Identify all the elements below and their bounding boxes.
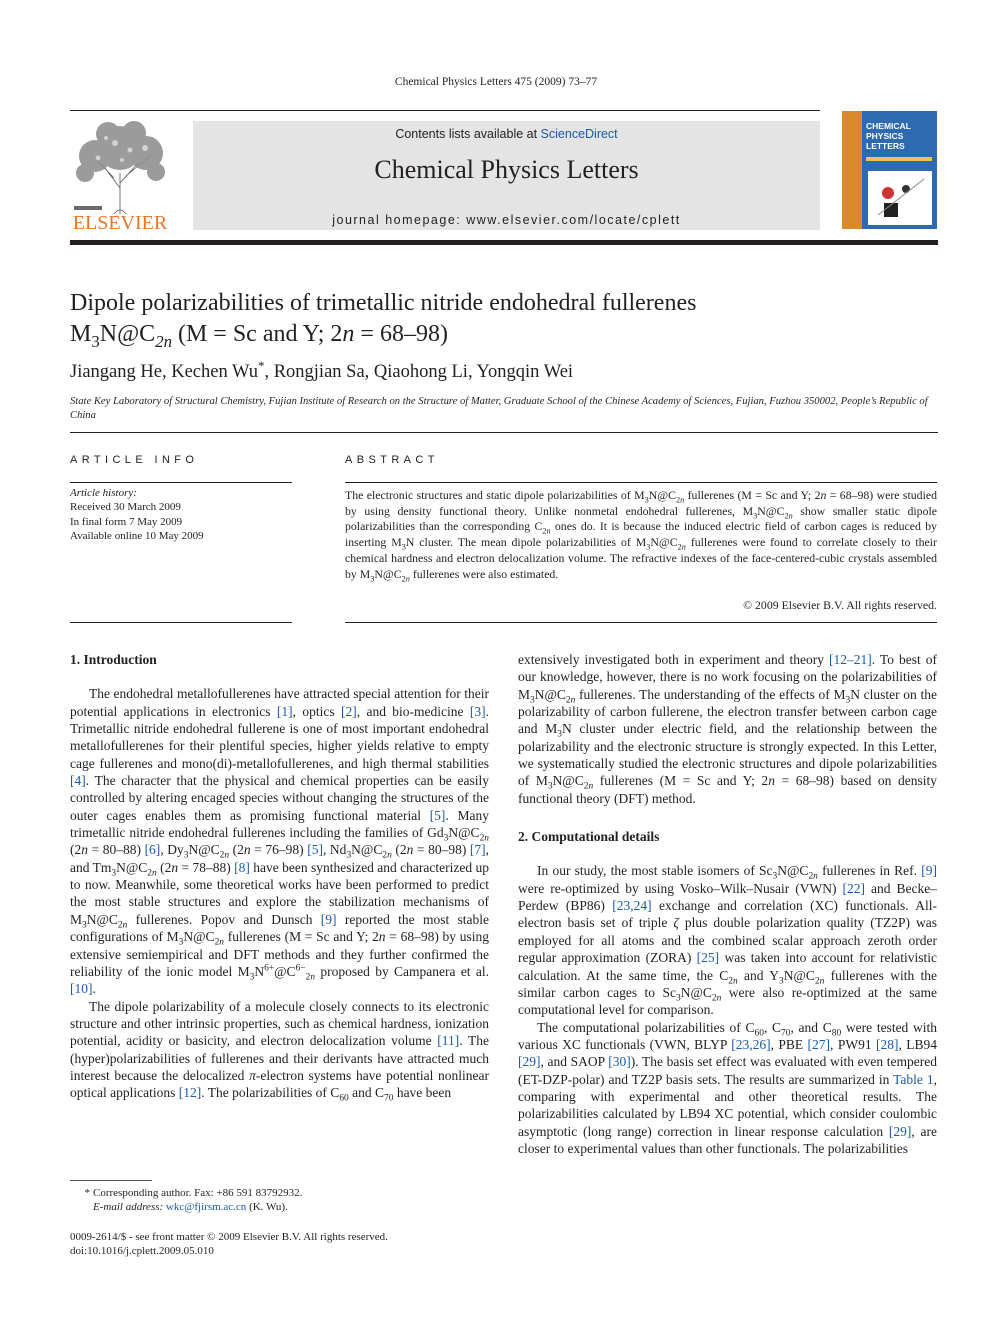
citation-link[interactable]: [9] — [921, 863, 937, 879]
abstract-text: The electronic structures and static dipole polarizabilities of $M_3N@C_{2n}$ fullerenes (M = Sc and Y; 2n = 68–98) were studied by using density functional theory. Unlike nonmetal endohedral fullerenes, $M_3N@C_{2n}$ show smaller static dipole polarizabilities than the corresponding $C_{2n}$ ones do. It is because the induced electric field of carbon cages is reduced by inserting $M_3N$ cluster. The mean dipole polarizabilities of $M_3N@C_{2n}$ fullerenes were found to correlate closely to their chemical hardness and electron delocalization volume. The refractive indexes of the face-centered-cubic crystals assembled by $M_3N@C_{2n}$ fullerenes were also estimated. — [345, 488, 937, 583]
homepage-link[interactable]: www.elsevier.com/locate/cplett — [466, 213, 681, 227]
citation-link[interactable]: [8] — [234, 859, 250, 875]
cover-graphic-icon — [868, 171, 932, 225]
corresponding-mark[interactable]: * — [257, 357, 265, 373]
citation-link[interactable]: [25] — [696, 950, 720, 966]
cover-stripe — [842, 111, 862, 229]
journal-cover — [842, 111, 937, 229]
citation-link[interactable]: [27] — [807, 1036, 831, 1052]
header-thick-rule — [70, 240, 938, 245]
footnote-corresponding: * Corresponding author. Fax: +86 591 83792932. E-mail address: wkc@fjirsm.ac.cn (K. Wu). — [84, 1187, 303, 1213]
paragraph: In our study, the most stable isomers of $Sc_3N@C_{2n}$ fullerenes in Ref. [9] were re-optimized by using Vosko–Wilk–Nusair (VWN) [22] and Becke–Perdew (BP86) [23,24] exchange and correlation (XC) functionals. All-electron basis set of triple ζ plus double polarization quality (TZ2P) was employed for all atoms and the combined scalar approach zeroth order regular approximation (ZORA) [25] was taken into account for relativistic calculation. At the same time, the $C_{2n}$ and $Y_3N@C_{2n}$ fullerenes with the similar carbon cages to $Sc_3N@C_{2n}$ were also re-optimized at the same computational level for comparison. — [518, 863, 937, 1018]
author[interactable]: Rongjian Sa — [273, 362, 365, 382]
elsevier-logo — [70, 118, 170, 236]
journal-banner — [193, 121, 820, 230]
citation-link[interactable]: [6] — [144, 842, 161, 858]
author[interactable]: Jiangang He — [70, 362, 162, 382]
citation-link[interactable]: [5] — [307, 842, 323, 858]
body-column-left — [70, 651, 489, 1102]
cover-band — [866, 157, 932, 161]
citation-link[interactable]: [29] — [888, 1123, 912, 1139]
author[interactable]: Kechen Wu — [171, 362, 258, 382]
citation-link[interactable]: [1] — [276, 703, 293, 719]
journal-homepage: journal homepage: www.elsevier.com/locate/cplett — [332, 213, 681, 227]
paragraph: The dipole polarizability of a molecule closely connects to its electronic structure and other intrinsic properties, such as chemical hardness, ionization potential, acidity or basicity, and electron delocalization volume [11]. The (hyper)polarizabilities of fullerenes and their derivants have attracted much interest because the delocalized π-electron systems have potential nonlinear optical applications [12]. The polarizabilities of $C_{60}$ and $C_{70}$ have been — [70, 998, 489, 1104]
header-rule — [70, 110, 820, 111]
title-bottom-rule — [70, 432, 938, 433]
body-column-right — [518, 651, 937, 1157]
citation-link[interactable]: [5] — [429, 807, 446, 823]
doi-link[interactable]: doi:10.1016/j.cplett.2009.05.010 — [70, 1245, 214, 1257]
article-info-rule — [70, 482, 292, 483]
author[interactable]: Yongqin Wei — [476, 362, 574, 382]
email-link[interactable]: wkc@fjirsm.ac.cn — [165, 1201, 247, 1213]
citation-link[interactable]: [9] — [320, 911, 337, 927]
citation-link[interactable]: [12] — [178, 1085, 202, 1101]
citation-link[interactable]: [2] — [340, 703, 357, 719]
tree-icon — [70, 118, 170, 216]
citation-link[interactable]: [7] — [469, 842, 486, 858]
section-heading-introduction: 1. Introduction — [70, 652, 157, 667]
sciencedirect-link[interactable]: ScienceDirect — [540, 127, 618, 141]
abstract-copyright: © 2009 Elsevier B.V. All rights reserved. — [743, 598, 937, 612]
citation-link[interactable]: [10] — [70, 981, 93, 997]
abstract-heading: ABSTRACT — [345, 454, 439, 466]
journal-citation: Chemical Physics Letters 475 (2009) 73–77 — [394, 76, 598, 88]
contents-line: Contents lists available at ScienceDirect — [395, 127, 618, 141]
author[interactable]: Qiaohong Li — [373, 362, 468, 382]
citation-link[interactable]: [12–21] — [829, 652, 872, 667]
footnote-issn-doi: 0009-2614/$ - see front matter © 2009 Elsevier B.V. All rights reserved. doi:10.1016/j.cplett.2009.05.010 — [70, 1230, 490, 1258]
citation-link[interactable]: [11] — [437, 1033, 460, 1049]
article-title: Dipole polarizabilities of trimetallic nitride endohedral fullerenes $M_3N@C_{2n}$ (M = Sc and Y; 2n = 68–98) — [70, 290, 697, 351]
journal-name: Chemical Physics Letters — [374, 155, 639, 184]
section-heading-computational: 2. Computational details — [518, 829, 660, 845]
footnote-rule — [70, 1180, 152, 1181]
citation-link[interactable]: [3] — [469, 703, 486, 719]
article-info-bottom-rule — [70, 622, 292, 623]
citation-link[interactable]: [30] — [608, 1054, 631, 1070]
author-list: Jiangang He, Kechen Wu*, Rongjian Sa, Qiaohong Li, Yongqin Wei — [70, 357, 574, 382]
affiliation: State Key Laboratory of Structural Chemistry, Fujian Institute of Research on the Structure of Matter, Graduate School of the Chinese Academy of Sciences, Fujian, Fuzhou 350002, People’s Republic of China — [70, 396, 928, 421]
elsevier-wordmark: ELSEVIER — [72, 212, 168, 234]
abstract-bottom-rule — [345, 622, 937, 623]
citation-link[interactable]: [22] — [842, 880, 865, 896]
citation-link[interactable]: [23,26] — [731, 1036, 771, 1052]
citation-link[interactable]: [29] — [518, 1054, 541, 1070]
abstract-rule — [345, 482, 937, 483]
cover-title: CHEMICAL PHYSICS LETTERS — [866, 121, 911, 151]
citation-link[interactable]: [4] — [70, 773, 86, 789]
article-history: Article history: Received 30 March 2009 In final form 7 May 2009 Available online 10 May 2009 — [70, 487, 204, 542]
citation-link[interactable]: [23,24] — [612, 898, 652, 914]
table-link[interactable]: Table 1 — [893, 1071, 934, 1087]
citation-link[interactable]: [28] — [875, 1036, 899, 1052]
article-info-heading: ARTICLE INFO — [70, 454, 199, 466]
paragraph: extensively investigated both in experiment and theory [12–21]. To best of our knowledge, however, there is no work focusing on the polarizabilities of $M_3N@C_{2n}$ fullerenes. The understanding of the effects of $M_3N$ cluster on the polarizability of carbon fullerene, the electron transfer between carbon cage and $M_3N$ cluster under electric field, and the relationship between the polarizability and the electronic structure is strongly expected. In this Letter, we systematically studied the electronic structures and dipole polarizabilities of $M_3N@C_{2n}$ fullerenes (M = Sc and Y; 2n = 68–98) based on density functional theory (DFT) method. — [518, 652, 938, 806]
paragraph: The computational polarizabilities of $C_{60}$, $C_{70}$, and $C_{80}$ were tested with various XC functionals (VWN, BLYP [23,26], PBE [27], PW91 [28], LB94 [29], and SAOP [30]). The basis set effect was evaluated with even tempered (ET-DZP-polar) and TZ2P basis sets. The results are summarized in Table 1, comparing with experimental and other theoretical results. The polarizabilities calculated by LB94 XC potential, which consider coulombic asymptotic (long range) correction in linear response calculation [29], are closer to experimental values than other functionals. The polarizabilities — [518, 1019, 938, 1156]
paragraph: The endohedral metallofullerenes have attracted special attention for their potential applications in electronics [1], optics [2], and bio-medicine [3]. Trimetallic nitride endohedral fullerene is one of most important endohedral metallofullerenes for their plentiful species, higher yields relative to empty cage fullerenes and mono(di)-metallofullerenes, and high thermal stabilities [4]. The character that the physical and chemical properties can be easily controlled by altering encaged species without changing the structures of the outer cages enables them as promising functional material [5]. Many trimetallic nitride endohedral fullerenes including the families of $Gd_3N@C_{2n}$ (2n = 80–88) [6], $Dy_3N@C_{2n}$ (2n = 76–98) [5], $Nd_3N@C_{2n}$ (2n = 80–98) [7], and $Tm_3N@C_{2n}$ (2n = 78–88) [8] have been synthesized and characterized up to now. Meanwhile, some theoretical works have been performed to predict the most stable structures and explore the stabilization mechanisms of $M_3N@C_{2n}$ fullerenes. Popov and Dunsch [9] reported the most stable configurations of $M_3N@C_{2n}$ fullerenes (M = Sc and Y; 2n = 68–98) by using extensive semiempirical and DFT methods and they further confirmed the reliability of the ionic model $M_3N^{6+}@C^{6-}_{2n}$ proposed by Campanera et al. [10]. — [70, 686, 490, 997]
